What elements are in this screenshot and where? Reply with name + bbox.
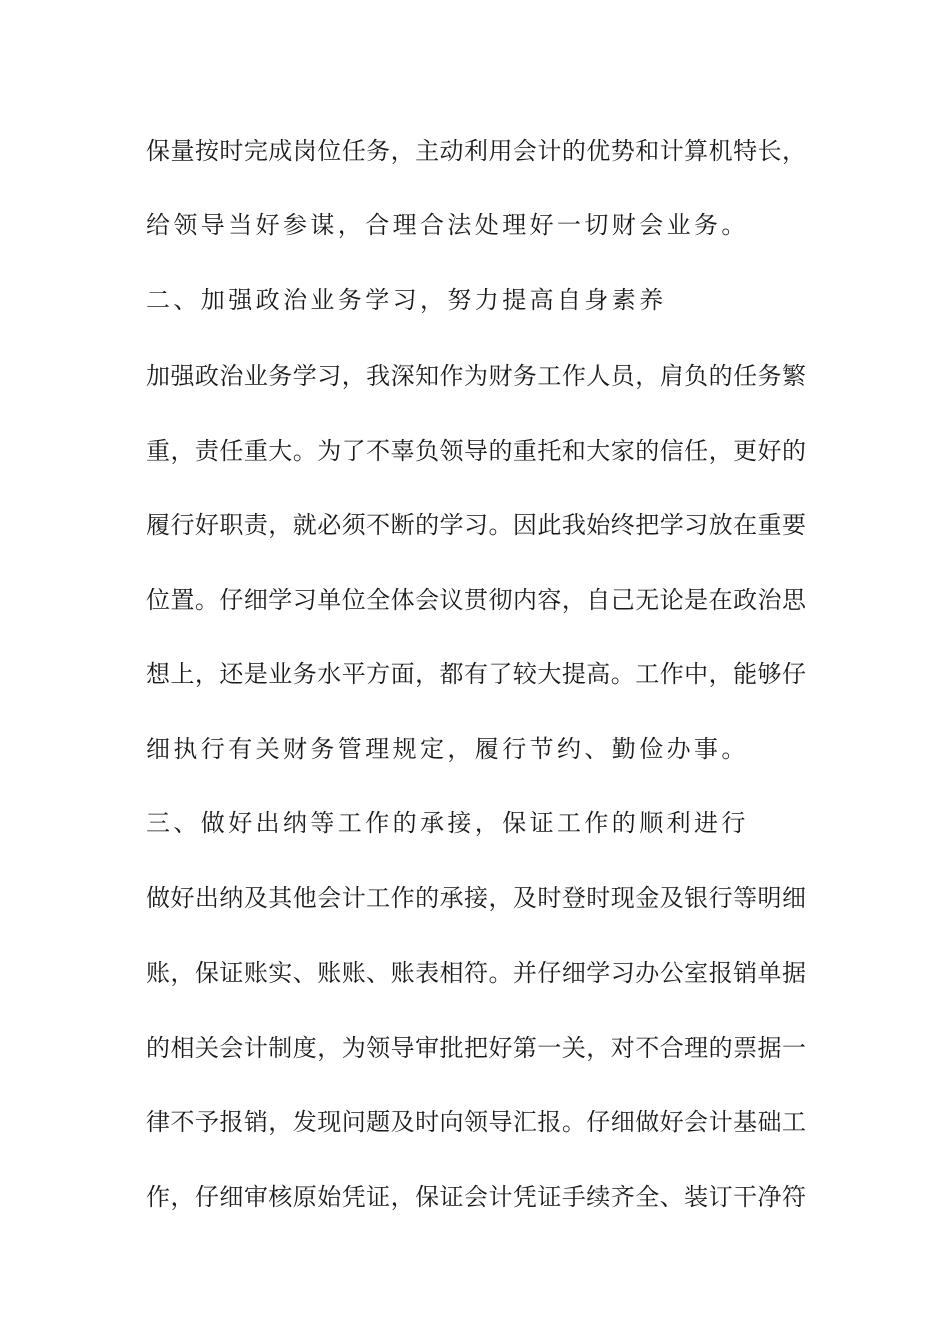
text-line-5: 重，责任重大。为了不辜负领导的重托和大家的信任，更好的 [146,437,806,465]
text-line-6: 履行好职责，就必须不断的学习。因此我始终把学习放在重要 [146,511,806,539]
text-line-9: 细执行有关财务管理规定，履行节约、勤俭办事。 [146,735,749,763]
text-line-14: 律不予报销，发现问题及时向领导汇报。仔细做好会计基础工 [146,1108,806,1136]
text-line-13: 的相关会计制度，为领导审批把好第一关，对不合理的票据一 [146,1034,806,1062]
text-line-2: 给领导当好参谋，合理合法处理好一切财会业务。 [146,211,749,239]
text-line-11: 做好出纳及其他会计工作的承接，及时登时现金及银行等明细 [146,884,806,912]
text-line-7: 位置。仔细学习单位全体会议贯彻内容，自己无论是在政治思 [146,586,806,614]
section-heading-2: 二、加强政治业务学习，努力提高自身素养 [146,286,667,314]
text-line-4: 加强政治业务学习，我深知作为财务工作人员，肩负的任务繁 [146,362,806,390]
text-line-15: 作，仔细审核原始凭证，保证会计凭证手续齐全、装订干净符 [146,1183,806,1211]
section-heading-3: 三、做好出纳等工作的承接，保证工作的顺利进行 [146,809,749,837]
text-line-12: 账，保证账实、账账、账表相符。并仔细学习办公室报销单据 [146,959,806,987]
text-line-8: 想上，还是业务水平方面，都有了较大提高。工作中，能够仔 [146,660,806,688]
text-line-1: 保量按时完成岗位任务，主动利用会计的优势和计算机特长， [146,137,806,165]
